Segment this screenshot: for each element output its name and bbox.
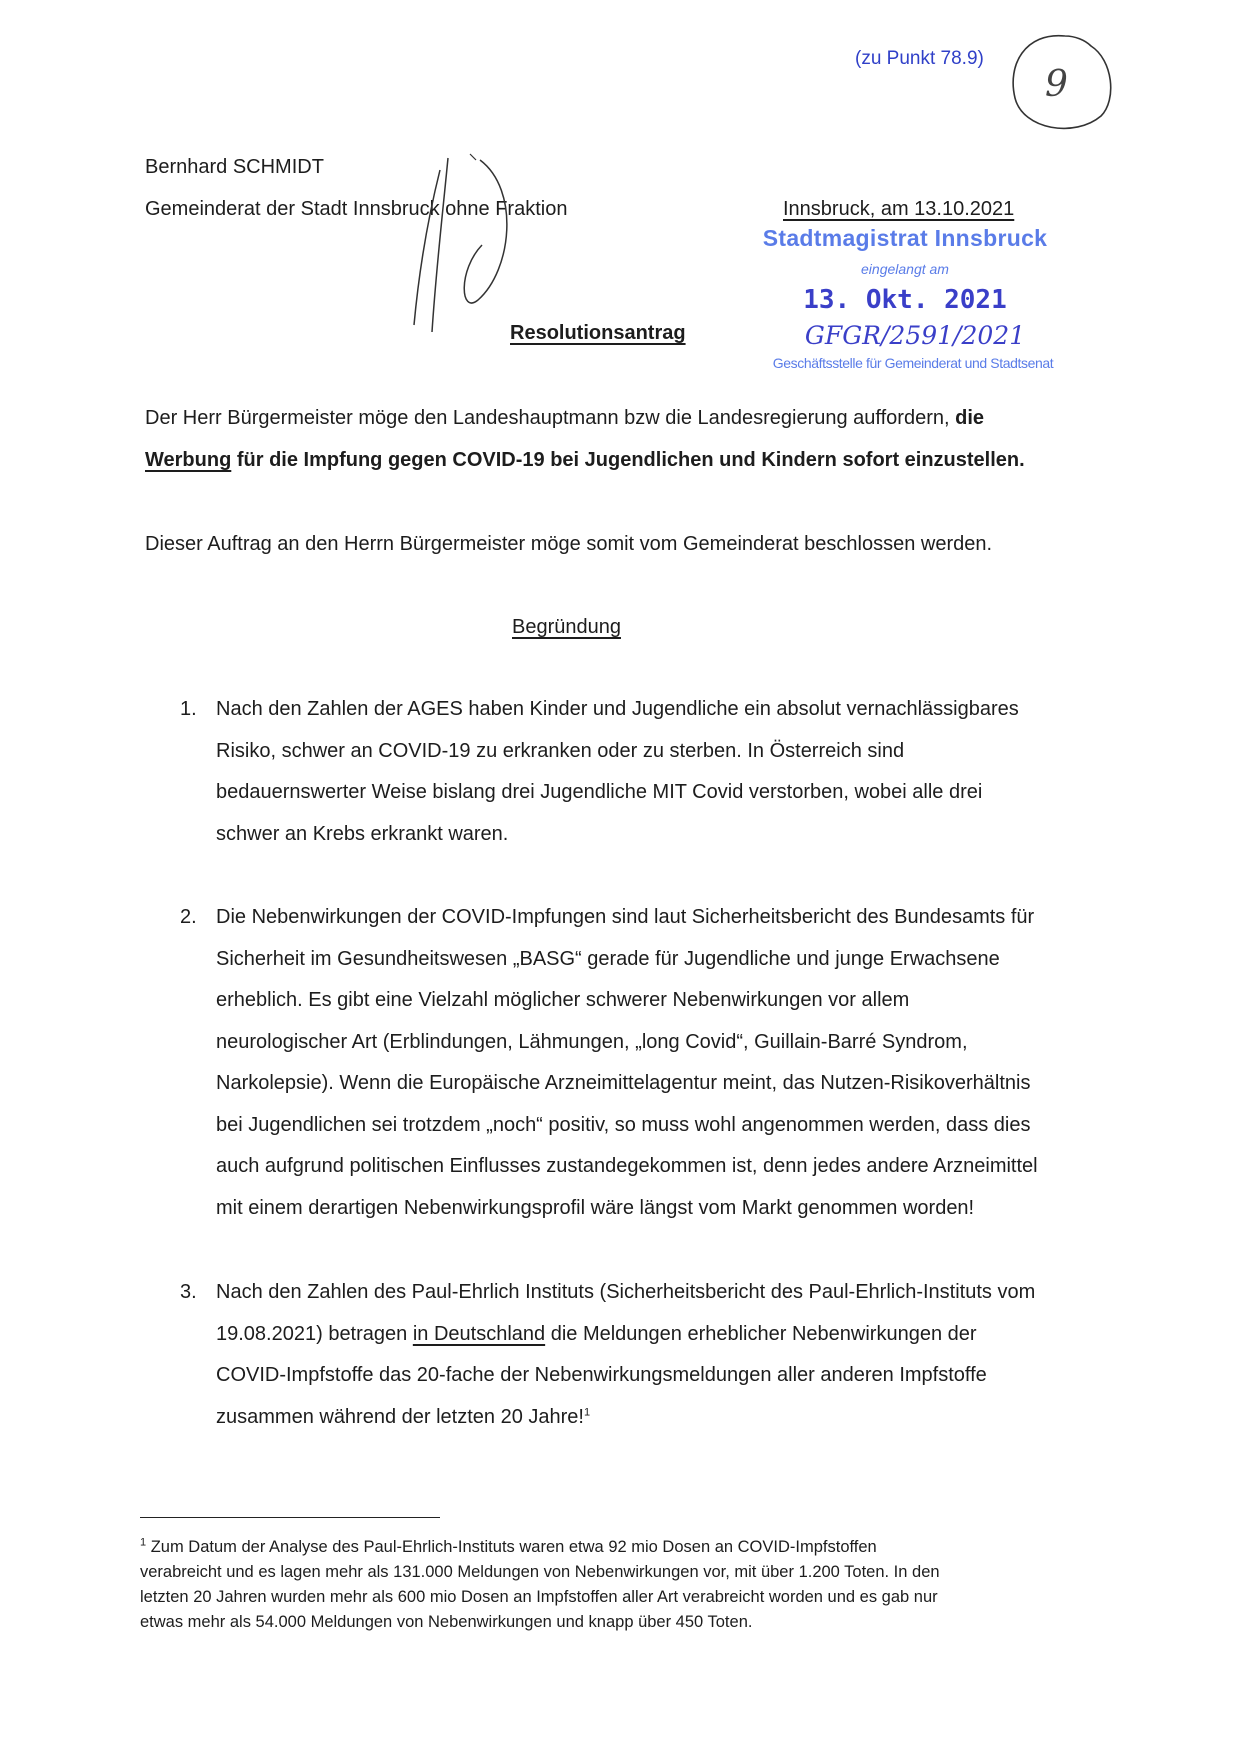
footnote-line: letzten 20 Jahren wurden mehr als 600 mio Dosen an Impfstoffen aller Art verabreicht worden und es gab nur — [140, 1588, 938, 1606]
item-line-text: zusammen während der letzten 20 Jahre! — [216, 1405, 584, 1428]
request-underlined-word: Werbung — [145, 449, 232, 471]
footnote-divider — [140, 1517, 440, 1518]
page-marker-number: 9 — [1045, 64, 1068, 105]
request-line-2 — [145, 447, 1025, 474]
footnote-reference[interactable]: 1 — [583, 1405, 591, 1418]
stamp-title: Stadtmagistrat Innsbruck — [762, 225, 1048, 251]
sender-organization: Gemeinderat der Stadt Innsbruck ohne Fraktion — [145, 198, 568, 220]
footnote-line — [140, 1535, 1100, 1560]
page-marker-circle — [1005, 30, 1115, 140]
item-line: Nach den Zahlen der AGES haben Kinder und Jugendliche ein absolut vernachlässigbares — [216, 698, 1019, 720]
footnote-marker: 1 — [140, 1536, 147, 1549]
item-number: 2. — [180, 906, 197, 928]
stamp-footer: Geschäftsstelle für Gemeinderat und Stadtsenat — [772, 355, 1054, 371]
rationale-heading: Begründung — [512, 616, 621, 638]
footnote-line: verabreicht und es lagen mehr als 131.000 Meldungen von Nebenwirkungen vor, mit über 1.200 Toten. In den — [140, 1563, 940, 1581]
footnote-line: etwas mehr als 54.000 Meldungen von Nebenwirkungen und knapp über 450 Toten. — [140, 1613, 753, 1631]
item-line-text: die Meldungen erheblicher Nebenwirkungen der — [545, 1322, 977, 1345]
reference-note: (zu Punkt 78.9) — [855, 48, 984, 69]
item-line: Narkolepsie). Wenn die Europäische Arzneimittelagentur meint, das Nutzen-Risikoverhältnis — [216, 1072, 1031, 1094]
item-line: mit einem derartigen Nebenwirkungsprofil wäre längst vom Markt genommen worden! — [216, 1196, 975, 1219]
item-line: Sicherheit im Gesundheitswesen „BASG“ gerade für Jugendliche und junge Erwachsene — [216, 947, 1000, 970]
item-line — [216, 1314, 1096, 1356]
item-line: COVID-Impfstoffe das 20-fache der Nebenwirkungsmeldungen aller anderen Impfstoffe — [216, 1364, 987, 1386]
footnote — [140, 1535, 1100, 1635]
item-line: neurologischer Art (Erblindungen, Lähmungen, „long Covid“, Guillain-Barré Syndrom, — [216, 1030, 968, 1053]
item-number: 1. — [180, 698, 197, 720]
list-item — [216, 689, 1096, 855]
item-line — [216, 1397, 1096, 1439]
sender-name: Bernhard SCHMIDT — [145, 156, 324, 178]
item-line: auch aufgrund politischen Einflusses zustandegekommen ist, denn jedes andere Arzneimittel — [216, 1155, 1038, 1177]
item-line: Nach den Zahlen des Paul-Ehrlich Instituts (Sicherheitsbericht des Paul-Ehrlich-Instituts vom — [216, 1281, 1036, 1303]
received-stamp — [760, 225, 1060, 380]
footnote-text: Zum Datum der Analyse des Paul-Ehrlich-Instituts waren etwa 92 mio Dosen an COVID-Impfstoffen — [146, 1538, 877, 1556]
list-item — [216, 1272, 1096, 1438]
stamp-handwritten-reference: GFGR/2591/2021 — [804, 321, 1026, 350]
document-title: Resolutionsantrag — [510, 322, 686, 344]
item-line: Die Nebenwirkungen der COVID-Impfungen sind laut Sicherheitsbericht des Bundesamts für — [216, 906, 1035, 928]
item-line-text: 19.08.2021) betragen — [216, 1322, 413, 1345]
handwritten-signature — [400, 150, 560, 340]
list-item — [216, 897, 1096, 1229]
stamp-subtitle: eingelangt am — [861, 261, 949, 277]
request-emphasis: die — [955, 407, 985, 429]
request-text: Der Herr Bürgermeister möge den Landeshauptmann bzw die Landesregierung auffordern, — [145, 407, 956, 429]
request-emphasis-rest: für die Impfung gegen COVID-19 bei Jugendlichen und Kindern sofort einzustellen. — [231, 449, 1025, 471]
date-line: Innsbruck, am 13.10.2021 — [783, 198, 1015, 220]
stamp-date: 13. Okt. 2021 — [803, 285, 1007, 315]
item-line: bedauernswerter Weise bislang drei Jugendliche MIT Covid verstorben, wobei alle drei — [216, 781, 983, 803]
item-number: 3. — [180, 1281, 197, 1303]
item-underlined-phrase: in Deutschland — [412, 1322, 546, 1345]
request-line-1 — [145, 405, 984, 432]
item-line: bei Jugendlichen sei trotzdem „noch“ positiv, so muss wohl angenommen werden, dass dies — [216, 1113, 1031, 1136]
item-line: Risiko, schwer an COVID-19 zu erkranken oder zu sterben. In Österreich sind — [216, 739, 905, 762]
item-line: schwer an Krebs erkrankt waren. — [216, 822, 509, 845]
item-line: erheblich. Es gibt eine Vielzahl möglicher schwerer Nebenwirkungen vor allem — [216, 989, 910, 1011]
resolution-text: Dieser Auftrag an den Herrn Bürgermeister möge somit vom Gemeinderat beschlossen werden. — [145, 533, 993, 555]
